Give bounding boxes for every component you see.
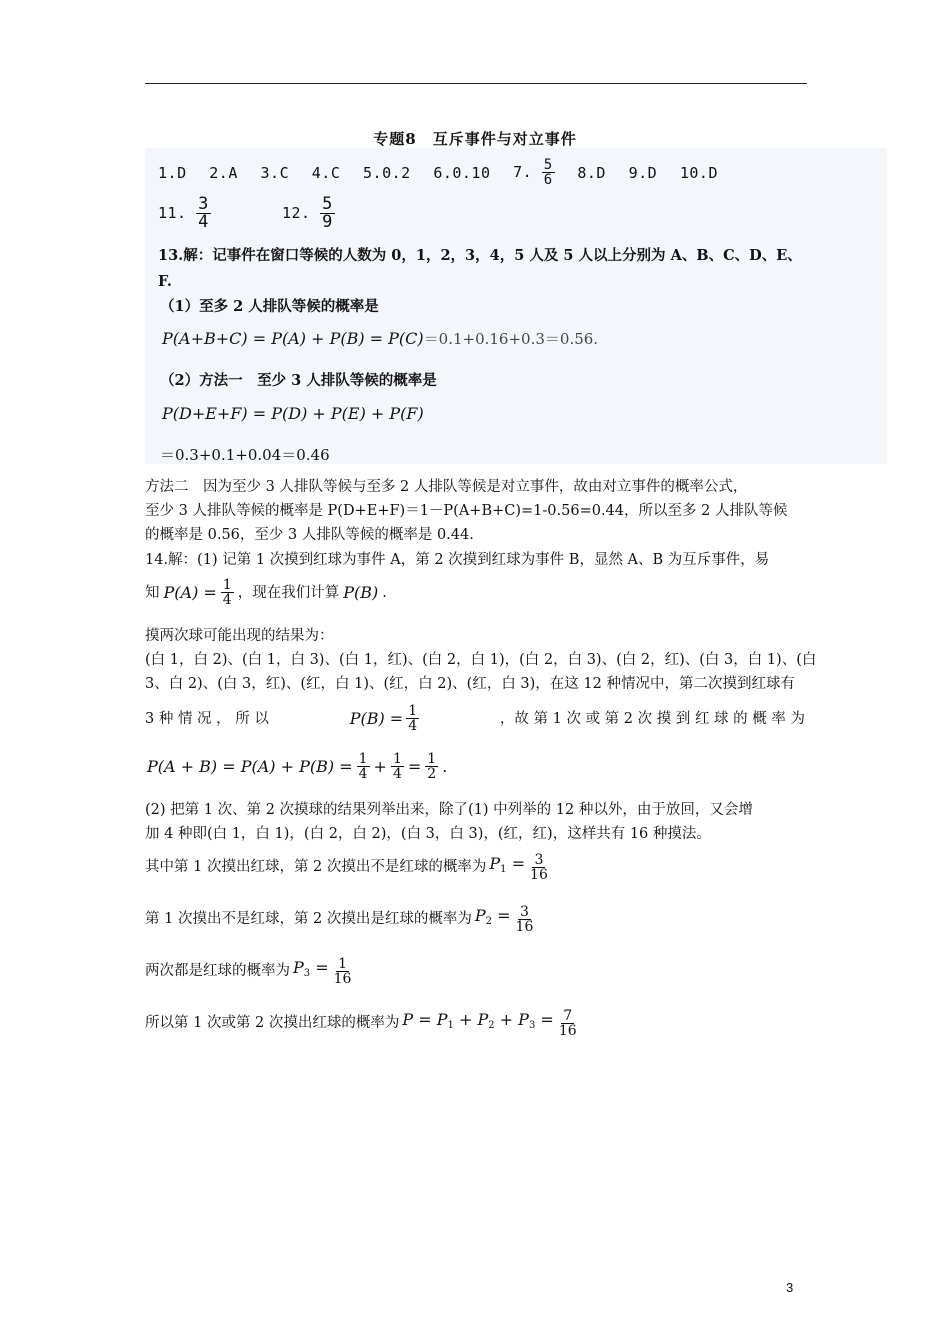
q13-part2: （2）方法一 至少 3 人排队等候的概率是 — [160, 372, 437, 389]
answer-6: 6.0.10 — [433, 163, 491, 182]
q14-line-1: 14.解：(1) 记第 1 次摸到红球为事件 A，第 2 次摸到红球为事件 B，显然 A、B 为互斥事件，易 — [145, 552, 770, 568]
q13-intro-cont: F. — [158, 273, 172, 290]
q14-line-3: 摸两次球可能出现的结果为： — [145, 628, 334, 644]
q14-line-2: 知 P(A) = $\frac{1}{4}$ ，现在我们计算 P(B) . — [145, 577, 387, 608]
q14-line-4: (白 1，白 2)、(白 1，白 3)、(白 1，红)、(白 2，白 1)，(白 2，白 3)、(白 2，红)、(白 3，白 1)、(白 — [145, 652, 817, 668]
q13-equation-1: P(A+B+C) = P(A) + P(B) = P(C)＝0.1+0.16+0.3＝0.56. — [162, 329, 599, 348]
answer-3: 3.C — [260, 163, 290, 182]
answer-1: 1.D — [158, 163, 187, 182]
answer-9: 9.D — [628, 163, 658, 182]
q13-part1: （1）至多 2 人排队等候的概率是 — [160, 298, 379, 315]
answer-7: 7. $\frac{5}{6}$ — [513, 157, 553, 188]
answer-12: 12. $\frac{5}{9}$ — [281, 194, 333, 232]
q13-equation-2-value: ＝0.3+0.1+0.04＝0.46 — [160, 446, 330, 464]
q13-method2-line-2: 至少 3 人排队等候的概率是 P(D+E+F)＝1－P(A+B+C)=1-0.56=0.44，所以至多 2 人排队等候 — [145, 503, 788, 519]
answer-10: 10.D — [679, 163, 718, 182]
q14-probability-p3: 两次都是红球的概率为 $P_3$ = $\frac{1}{16}$ — [145, 955, 352, 987]
q13-equation-2: P(D+E+F) = P(D) + P(E) + P(F) — [162, 404, 424, 423]
q13-method2-line-3: 的概率是 0.56，至少 3 人排队等候的概率是 0.44. — [145, 527, 474, 543]
q14-probability-total: 所以第 1 次或第 2 次摸出红球的概率为 $P = P_1 + P_2 + P_3$ = $\frac{7}{16}$ — [145, 1007, 577, 1039]
q14-part2-line-2: 加 4 种即(白 1，白 1)，(白 2，白 2)，(白 3，白 3)，(红，红)，这样共有 16 种摸法。 — [145, 826, 711, 842]
answer-2: 2.A — [209, 163, 238, 182]
q14-probability-p2: 第 1 次摸出不是红球，第 2 次摸出是红球的概率为 $P_2$ = $\frac{3}{16}$ — [145, 903, 534, 935]
answer-row-1 — [158, 158, 718, 187]
answer-5: 5.0.2 — [363, 163, 411, 182]
q13-intro: 13.解：记事件在窗口等候的人数为 0，1，2，3，4，5 人及 5 人以上分别为 A、B、C、D、E、 — [158, 247, 802, 264]
answer-11: 11. $\frac{3}{4}$ — [158, 194, 209, 232]
q13-method2-line-1: 方法二 因为至少 3 人排队等候与至多 2 人排队等候是对立事件，故由对立事件的概率公式， — [145, 479, 748, 495]
q14-line-6: 3 种 情 况 ， 所 以 P(B) = $\frac{1}{4}$ ，故 第 1 次 或 第 2 次 摸 到 红 球 的 概 率 为 — [145, 703, 805, 734]
header-rule — [145, 83, 807, 84]
q14-equation-sum: P(A + B) = P(A) + P(B) = $\frac{1}{4}$ + $\frac{1}{4}$ = $\frac{1}{2}$ . — [147, 751, 448, 782]
q14-line-5: 3、白 2)、(白 3，红)、(红，白 1)、(红，白 2)、(红，白 3)，在这 12 种情况中，第二次摸到红球有 — [145, 676, 795, 692]
q14-probability-p1: 其中第 1 次摸出红球，第 2 次摸出不是红球的概率为 $P_1$ = $\frac{3}{16}$ — [145, 851, 548, 883]
page-title: 专题8 互斥事件与对立事件 — [373, 130, 577, 148]
answer-row-2 — [158, 196, 335, 231]
answer-4: 4.C — [311, 163, 341, 182]
q14-part2-line-1: (2) 把第 1 次、第 2 次摸球的结果列举出来，除了(1) 中列举的 12 种以外，由于放回，又会增 — [145, 802, 753, 818]
answer-8: 8.D — [577, 163, 606, 182]
page-number: 3 — [786, 1280, 794, 1295]
